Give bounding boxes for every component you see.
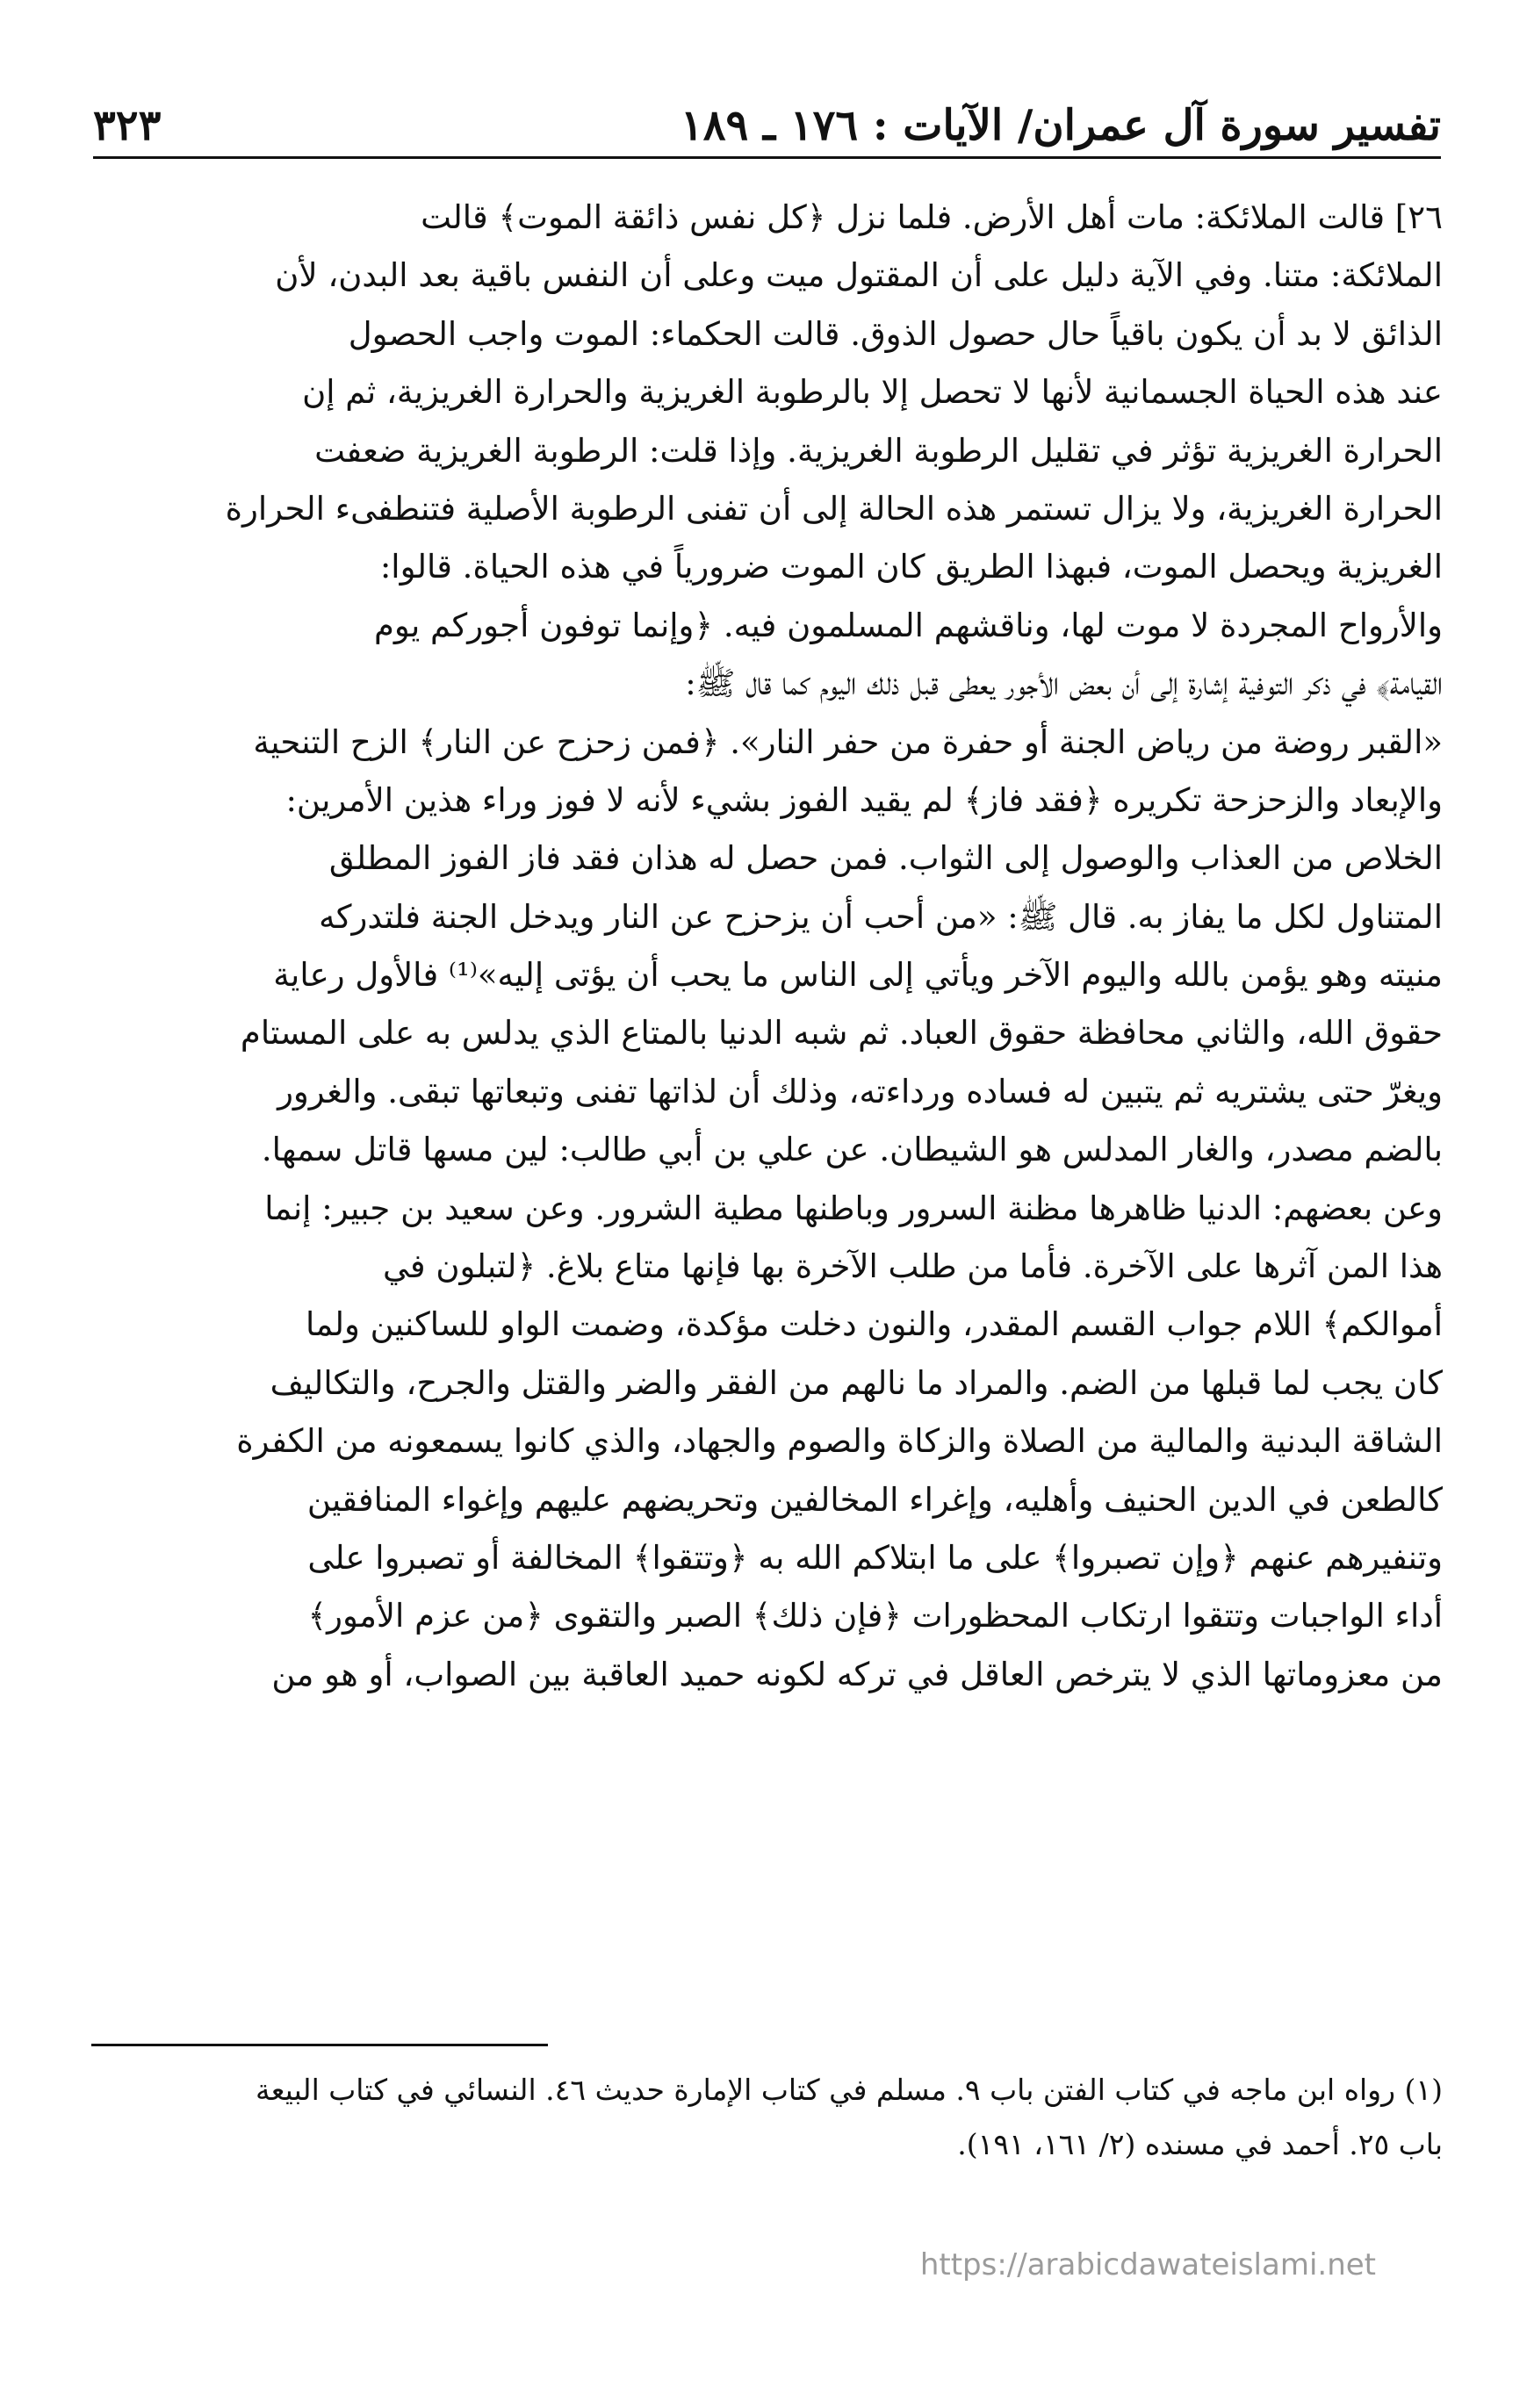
- text-line: وعن بعضهم: الدنيا ظاهرها مظنة السرور وباطنها مطية الشرور. وعن سعيد بن جبير: إنما: [264, 1189, 1443, 1227]
- running-title: تفسير سورة آل عمران/ الآيات : ١٧٦ ـ ١٨٩: [680, 101, 1441, 150]
- text-line: وتنفيرهم عنهم ﴿وإن تصبروا﴾ على ما ابتلاكم الله به ﴿وتتقوا﴾ المخالفة أو تصبروا على: [307, 1538, 1443, 1577]
- page-header: [93, 95, 1441, 159]
- body-text: [91, 189, 1443, 1704]
- text-line: الذائق لا بد أن يكون باقياً حال حصول الذوق. قالت الحكماء: الموت واجب الحصول: [348, 314, 1443, 353]
- text-line: بالضم مصدر، والغار المدلس هو الشيطان. عن علي بن أبي طالب: لين مسها قاتل سمها.: [261, 1131, 1443, 1169]
- text-line: القيامة﴾ في ذكر التوفية إشارة إلى أن بعض الأجور يعطى قبل ذلك اليوم كما قال ﷺ:: [685, 665, 1443, 703]
- text-line: كالطعن في الدين الحنيف وأهليه، وإغراء المخالفين وتحريضهم عليهم وإغواء المنافقين: [306, 1480, 1443, 1519]
- footnote-divider: [91, 2044, 548, 2046]
- footnote-line: باب ٢٥. أحمد في مسنده (٢/ ١٦١، ١٩١).: [957, 2127, 1443, 2161]
- text-line: ٢٦] قالت الملائكة: مات أهل الأرض. فلما نزل ﴿كل نفس ذائقة الموت﴾ قالت: [421, 198, 1443, 236]
- text-line: الشاقة البدنية والمالية من الصلاة والزكاة والصوم والجهاد، والذي كانوا يسمعونه من الكفرة: [236, 1422, 1443, 1461]
- text-line: أموالكم﴾ اللام جواب القسم المقدر، والنون دخلت مؤكدة، وضمت الواو للساكنين ولما: [306, 1305, 1443, 1344]
- text-line: الحرارة الغريزية، ولا يزال تستمر هذه الحالة إلى أن تفنى الرطوبة الأصلية فتنطفىء الحرارة: [225, 489, 1443, 528]
- text-line: الحرارة الغريزية تؤثر في تقليل الرطوبة الغريزية. وإذا قلت: الرطوبة الغريزية ضعفت: [314, 431, 1443, 470]
- text-line: من معزوماتها الذي لا يترخص العاقل في تركه لكونه حميد العاقبة بين الصواب، أو هو من: [271, 1655, 1443, 1693]
- page-number: ٣٢٣: [93, 101, 162, 150]
- text-line: «القبر روضة من رياض الجنة أو حفرة من حفر النار». ﴿فمن زحزح عن النار﴾ الزح التنحية: [253, 722, 1443, 761]
- text-line: هذا المن آثرها على الآخرة. فأما من طلب الآخرة بها فإنها متاع بلاغ. ﴿لتبلون في: [383, 1247, 1443, 1286]
- footnotes: [91, 2063, 1443, 2172]
- text-line: الغريزية ويحصل الموت، فبهذا الطريق كان الموت ضرورياً في هذه الحياة. قالوا:: [379, 548, 1443, 586]
- text-line: عند هذه الحياة الجسمانية لأنها لا تحصل إلا بالرطوبة الغريزية والحرارة الغريزية، ثم إن: [302, 373, 1443, 412]
- footnote-line: (١) رواه ابن ماجه في كتاب الفتن باب ٩. مسلم في كتاب الإمارة حديث ٤٦. النسائي في كتاب البيعة: [256, 2073, 1443, 2107]
- text-line: والإبعاد والزحزحة تكريره ﴿فقد فاز﴾ لم يقيد الفوز بشيء لأنه لا فوز وراء هذين الأمرين:: [285, 780, 1443, 819]
- watermark-url: https://arabicdawateislami.net: [919, 2247, 1376, 2282]
- text-line: منيته وهو يؤمن بالله واليوم الآخر ويأتي إلى الناس ما يحب أن يؤتى إليه»⁽¹⁾ فالأول رعاية: [273, 956, 1443, 995]
- text-line: الخلاص من العذاب والوصول إلى الثواب. فمن حصل له هذان فقد فاز الفوز المطلق: [328, 839, 1443, 878]
- text-line: المتناول لكل ما يفاز به. قال ﷺ: «من أحب أن يزحزح عن النار ويدخل الجنة فلتدركه: [319, 897, 1443, 936]
- text-line: والأرواح المجردة لا موت لها، وناقشهم المسلمون فيه. ﴿وإنما توفون أجوركم يوم: [373, 606, 1443, 644]
- text-line: أداء الواجبات وتتقوا ارتكاب المحظورات ﴿فإن ذلك﴾ الصبر والتقوى ﴿من عزم الأمور﴾: [307, 1597, 1443, 1635]
- text-line: الملائكة: متنا. وفي الآية دليل على أن المقتول ميت وعلى أن النفس باقية بعد البدن، لأن: [275, 256, 1443, 295]
- text-line: ويغرّ حتى يشتريه ثم يتبين له فساده ورداءته، وذلك أن لذاتها تفنى وتبعاتها تبقى. والغرور: [277, 1072, 1443, 1111]
- text-line: حقوق الله، والثاني محافظة حقوق العباد. ثم شبه الدنيا بالمتاع الذي يدلس به على المستام: [240, 1014, 1443, 1053]
- text-line: كان يجب لما قبلها من الضم. والمراد ما نالهم من الفقر والضر والقتل والجرح، والتكاليف: [270, 1363, 1443, 1402]
